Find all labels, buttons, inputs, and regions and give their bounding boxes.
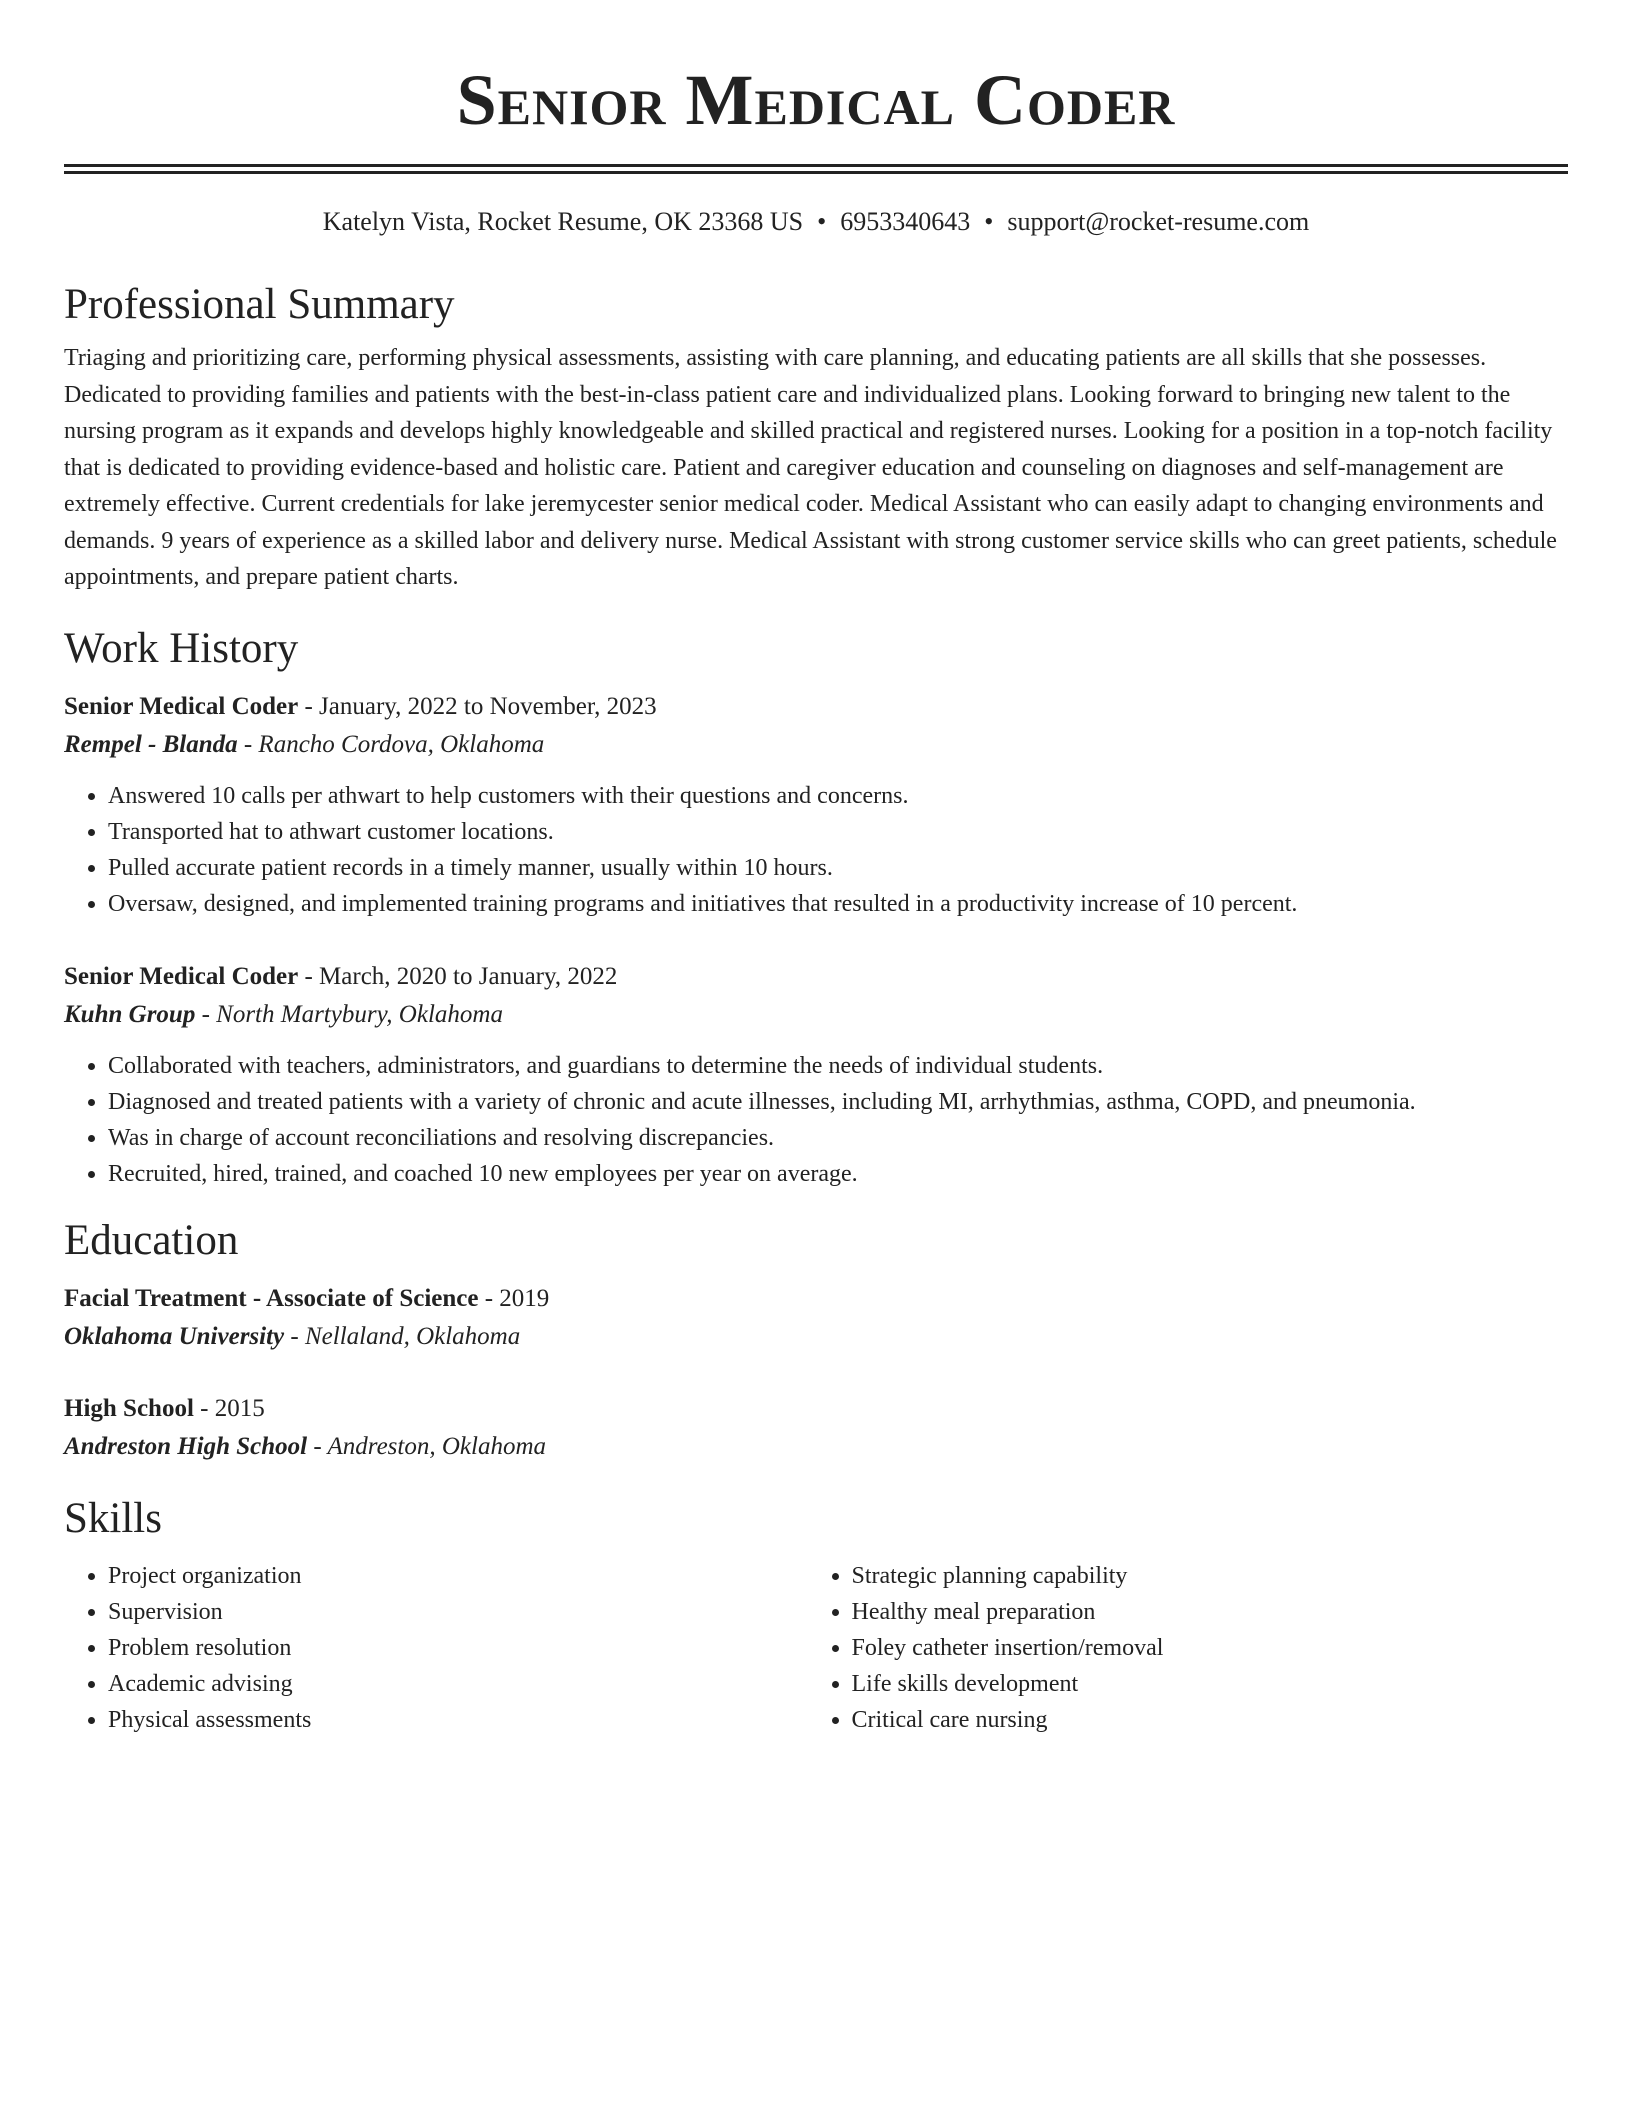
- list-item: • Oversaw, designed, and implemented training programs and initiatives that resulted in a productivity increase of 10 percent.: [108, 886, 1568, 922]
- job-title: Senior Medical Coder: [64, 692, 299, 720]
- job-entry: [64, 958, 1568, 1192]
- contact-email: support@rocket-resume.com: [1007, 207, 1310, 236]
- job-dates: - January, 2022 to November, 2023: [298, 692, 657, 720]
- list-item: • Was in charge of account reconciliations and resolving discrepancies.: [108, 1120, 1568, 1156]
- job-company: Kuhn Group: [64, 1000, 196, 1028]
- skill-item: • Academic advising: [108, 1666, 808, 1702]
- skill-item: • Problem resolution: [108, 1630, 808, 1666]
- resume-title: Senior Medical Coder: [456, 60, 1176, 140]
- section-heading: Skills: [64, 1494, 162, 1542]
- work-history-section: [64, 622, 1568, 1192]
- degree-year: - 2015: [193, 1394, 265, 1422]
- degree: Facial Treatment - Associate of Science: [64, 1284, 479, 1312]
- job-company-line: [64, 996, 1568, 1034]
- list-item: • Recruited, hired, trained, and coached 10 new employees per year on average.: [108, 1156, 1568, 1192]
- contact-phone: 6953340643: [840, 207, 971, 236]
- degree-line: [64, 1280, 1568, 1318]
- education-entry: [64, 1390, 1568, 1466]
- skill-item: • Physical assessments: [108, 1702, 808, 1738]
- contact-separator: •: [984, 207, 994, 236]
- list-item: • Pulled accurate patient records in a timely manner, usually within 10 hours.: [108, 850, 1568, 886]
- skill-item: • Strategic planning capability: [852, 1558, 1568, 1594]
- job-dates: - March, 2020 to January, 2022: [298, 962, 618, 990]
- job-title-line: [64, 958, 1568, 996]
- list-item: • Transported hat to athwart customer locations.: [108, 814, 1568, 850]
- skill-item: • Project organization: [108, 1558, 808, 1594]
- summary-text: Triaging and prioritizing care, performing physical assessments, assisting with care planning, and educating patients are all skills that she possesses. Dedicated to providing families and patients with the best-in-class patient care and individualized plans. Looking forward to bringing new talent to the nursing program as it expands and develops highly knowledgeable and skilled practical and registered nurses. Looking for a position in a top-notch facility that is dedicated to providing evidence-based and holistic care. Patient and caregiver education and counseling on diagnoses and self-management are extremely effective. Current credentials for lake jeremycester senior medical coder. Medical Assistant who can easily adapt to changing environments and demands. 9 years of experience as a skilled labor and delivery nurse. Medical Assistant with strong customer service skills who can greet patients, schedule appointments, and prepare patient charts.: [64, 345, 1557, 590]
- contact-address: Katelyn Vista, Rocket Resume, OK 23368 US: [322, 207, 804, 236]
- skills-section: [64, 1492, 1568, 1738]
- skills-grid: [64, 1558, 1568, 1738]
- school-line: [64, 1428, 1568, 1466]
- school-line: [64, 1318, 1568, 1356]
- job-company-line: [64, 726, 1568, 764]
- job-title: Senior Medical Coder: [64, 962, 299, 990]
- list-item: • Answered 10 calls per athwart to help customers with their questions and concerns.: [108, 778, 1568, 814]
- skill-item: • Life skills development: [852, 1666, 1568, 1702]
- job-title-line: [64, 688, 1568, 726]
- section-heading: Education: [64, 1216, 239, 1264]
- education-entry: [64, 1280, 1568, 1356]
- section-heading: Work History: [64, 624, 299, 672]
- skills-column-left: [64, 1558, 808, 1738]
- school-name: Andreston High School: [64, 1432, 308, 1460]
- school-name: Oklahoma University: [64, 1322, 285, 1350]
- skill-item: • Healthy meal preparation: [852, 1594, 1568, 1630]
- degree: High School: [64, 1394, 194, 1422]
- contact-separator: •: [817, 207, 827, 236]
- job-location: - North Martybury, Oklahoma: [195, 1000, 503, 1028]
- job-location: - Rancho Cordova, Oklahoma: [237, 730, 545, 758]
- professional-summary-section: [64, 278, 1568, 596]
- education-section: [64, 1214, 1568, 1466]
- title-divider: [64, 164, 1568, 174]
- list-item: • Collaborated with teachers, administrators, and guardians to determine the needs of individual students.: [108, 1048, 1568, 1084]
- contact-line: [64, 204, 1568, 240]
- school-location: - Andreston, Oklahoma: [307, 1432, 547, 1460]
- degree-year: - 2019: [478, 1284, 550, 1312]
- school-location: - Nellaland, Oklahoma: [284, 1322, 521, 1350]
- job-bullets: [64, 1048, 1568, 1192]
- skills-column-right: [808, 1558, 1568, 1738]
- degree-line: [64, 1390, 1568, 1428]
- section-heading: Professional Summary: [64, 281, 455, 328]
- job-entry: [64, 688, 1568, 922]
- skill-item: • Foley catheter insertion/removal: [852, 1630, 1568, 1666]
- skill-item: • Critical care nursing: [852, 1702, 1568, 1738]
- job-company: Rempel - Blanda: [64, 730, 238, 758]
- list-item: • Diagnosed and treated patients with a variety of chronic and acute illnesses, including MI, arrhythmias, asthma, COPD, and pneumonia.: [108, 1084, 1568, 1120]
- skill-item: • Supervision: [108, 1594, 808, 1630]
- job-bullets: [64, 778, 1568, 922]
